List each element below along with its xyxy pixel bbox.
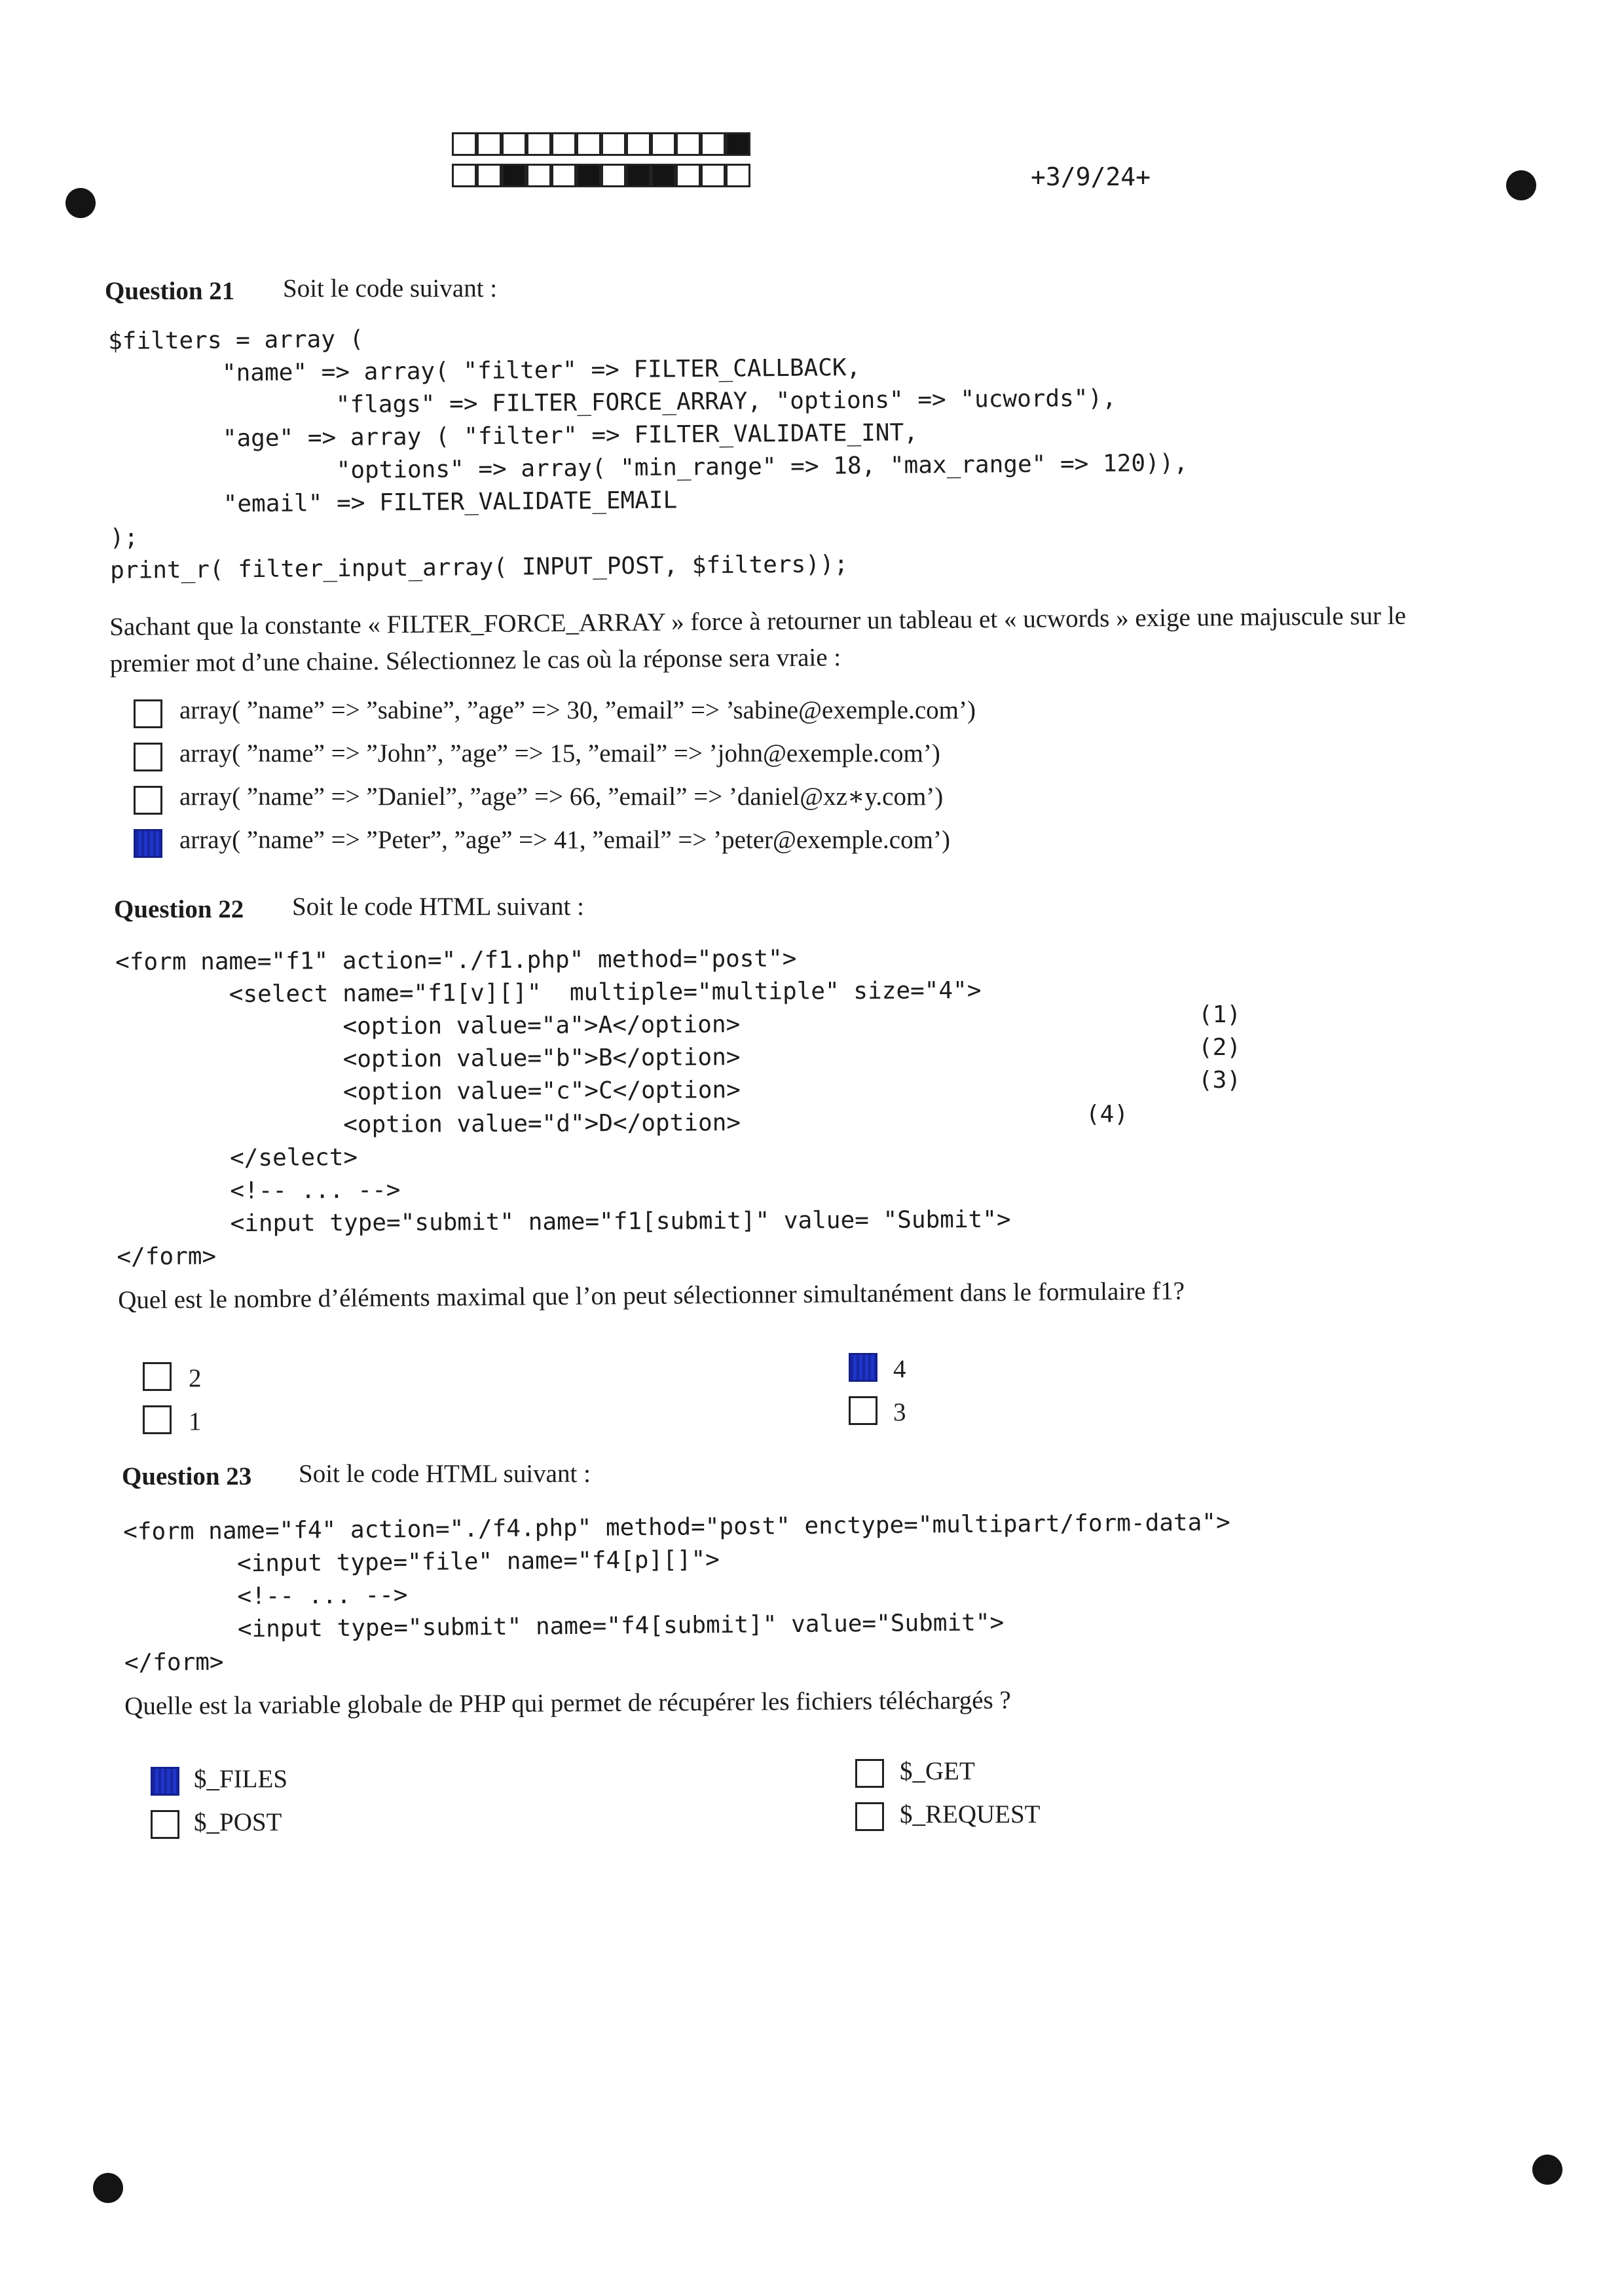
q22-marker-4: (4) <box>1086 1101 1129 1128</box>
q23-option-post-checkbox[interactable] <box>151 1810 179 1839</box>
id-grid-cell <box>651 132 676 156</box>
code-line: <!-- ... --> <box>116 1176 401 1205</box>
id-grid-cell <box>651 164 676 187</box>
id-grid-cell <box>676 132 701 156</box>
registration-mark-top-right <box>1506 170 1536 200</box>
q21-instructions <box>109 598 1407 682</box>
id-grid-cell <box>701 164 726 187</box>
code-line: "email" => FILTER_VALIDATE_EMAIL <box>109 487 678 519</box>
q21-option-2-label: array( ”name” => ”John”, ”age” => 15, ”email” => ’john@exemple.com’) <box>179 739 940 768</box>
id-grid-cell <box>526 164 551 187</box>
q22-option-1-label: 1 <box>189 1407 202 1435</box>
id-grid-cell <box>477 132 502 156</box>
id-grid-cell <box>676 164 701 187</box>
q23-option-request-label: $_REQUEST <box>900 1800 1041 1828</box>
registration-mark-bottom-left <box>93 2173 123 2203</box>
q22-marker-2: (2) <box>1198 1034 1242 1061</box>
page-code: +3/9/24+ <box>1031 162 1151 191</box>
q23-option-get-checkbox[interactable] <box>855 1759 884 1788</box>
code-line: $filters = array ( <box>107 325 364 355</box>
code-line: <option value="b">B</option> <box>115 1044 741 1074</box>
q23-option-files-label: $_FILES <box>194 1765 288 1793</box>
id-grid-cell <box>701 132 726 156</box>
id-grid-cell <box>576 132 601 156</box>
code-line: </select> <box>116 1144 358 1172</box>
id-grid-cell <box>726 164 750 187</box>
q23-intro: Soit le code HTML suivant : <box>299 1460 591 1488</box>
q22-option-2-checkbox[interactable] <box>143 1362 172 1391</box>
q22-option-3-checkbox[interactable] <box>849 1396 877 1425</box>
q22-label: Question 22 <box>114 895 244 923</box>
q22-option-4-checkbox[interactable] <box>849 1353 877 1382</box>
id-grid-cell <box>477 164 502 187</box>
q21-text-line-2: premier mot d’une chaine. Sélectionnez le cas où la réponse sera vraie : <box>109 643 841 678</box>
q23-option-request-checkbox[interactable] <box>855 1802 884 1831</box>
code-line: "name" => array( "filter" => FILTER_CALLBACK, <box>108 354 861 388</box>
code-line: <input type="submit" name="f4[submit]" value="Submit"> <box>124 1609 1005 1644</box>
code-line: "flags" => FILTER_FORCE_ARRAY, "options" => "ucwords"), <box>108 384 1116 420</box>
code-line: <input type="file" name="f4[p][]"> <box>123 1546 720 1578</box>
q21-option-1-checkbox[interactable] <box>134 699 162 728</box>
code-line: <option value="d">D</option> <box>116 1109 741 1139</box>
id-grid-cell <box>551 132 576 156</box>
q23-option-get-label: $_GET <box>900 1757 975 1785</box>
q21-option-4-checkbox[interactable] <box>134 829 162 858</box>
code-line: </form> <box>124 1648 224 1676</box>
code-line: <!-- ... --> <box>123 1582 408 1611</box>
q21-intro: Soit le code suivant : <box>283 274 498 303</box>
id-grid-cell <box>452 132 477 156</box>
q22-option-1-checkbox[interactable] <box>143 1405 172 1434</box>
id-grid-cell <box>502 164 526 187</box>
id-grid-cell <box>526 132 551 156</box>
code-line: <select name="f1[v][]" multiple="multiple" size="4"> <box>115 977 982 1009</box>
id-grid-cell <box>551 164 576 187</box>
q23-question: Quelle est la variable globale de PHP qui permet de récupérer les fichiers téléchargés ? <box>124 1686 1011 1720</box>
q22-option-4-label: 4 <box>893 1355 906 1383</box>
q22-question: Quel est le nombre d’éléments maximal que l’on peut sélectionner simultanément dans le formulaire f1? <box>118 1276 1185 1314</box>
q22-option-2-label: 2 <box>189 1364 202 1392</box>
code-line: ); <box>109 524 139 551</box>
code-line: <form name="f4" action="./f4.php" method="post" enctype="multipart/form-data"> <box>122 1509 1230 1546</box>
q23-option-post-label: $_POST <box>194 1808 282 1836</box>
q21-option-3-label: array( ”name” => ”Daniel”, ”age” => 66, ”email” => ’daniel@xz∗y.com’) <box>179 783 944 811</box>
registration-mark-top-left <box>65 188 96 218</box>
q23-label: Question 23 <box>122 1462 252 1491</box>
q21-option-2-checkbox[interactable] <box>134 743 162 771</box>
code-line: <option value="c">C</option> <box>116 1077 741 1107</box>
q21-label: Question 21 <box>105 277 235 305</box>
q21-text-line-1: Sachant que la constante « FILTER_FORCE_ARRAY » force à retourner un tableau et « ucwords » exige une majuscule sur le <box>109 601 1407 641</box>
code-line: <option value="a">A</option> <box>115 1011 741 1041</box>
id-grid-cell <box>626 164 651 187</box>
q22-option-3-label: 3 <box>893 1398 906 1426</box>
id-grid-cell <box>576 164 601 187</box>
q23-option-files-checkbox[interactable] <box>151 1767 179 1796</box>
registration-mark-bottom-right <box>1532 2155 1562 2185</box>
id-grid-cell <box>502 132 526 156</box>
code-line: <input type="submit" name="f1[submit]" value= "Submit"> <box>117 1206 1011 1238</box>
id-grid-cell <box>601 164 626 187</box>
q22-intro: Soit le code HTML suivant : <box>292 893 584 921</box>
id-grid-cell <box>601 132 626 156</box>
id-grid-cell <box>452 164 477 187</box>
q22-marker-1: (1) <box>1198 1001 1242 1028</box>
code-line: "options" => array( "min_range" => 18, "max_range" => 120)), <box>109 449 1189 486</box>
code-line: print_r( filter_input_array( INPUT_POST, $filters)); <box>110 551 849 584</box>
code-line: "age" => array ( "filter" => FILTER_VALIDATE_INT, <box>109 419 919 453</box>
q21-option-4-label: array( ”name” => ”Peter”, ”age” => 41, ”email” => ’peter@exemple.com’) <box>179 826 950 854</box>
code-line: </form> <box>117 1243 217 1270</box>
id-grid-cell <box>626 132 651 156</box>
id-grid-cell <box>726 132 750 156</box>
q21-option-3-checkbox[interactable] <box>134 786 162 815</box>
code-line: <form name="f1" action="./f1.php" method="post"> <box>115 945 797 976</box>
q21-option-1-label: array( ”name” => ”sabine”, ”age” => 30, ”email” => ’sabine@exemple.com’) <box>179 696 976 724</box>
q22-marker-3: (3) <box>1198 1067 1242 1094</box>
